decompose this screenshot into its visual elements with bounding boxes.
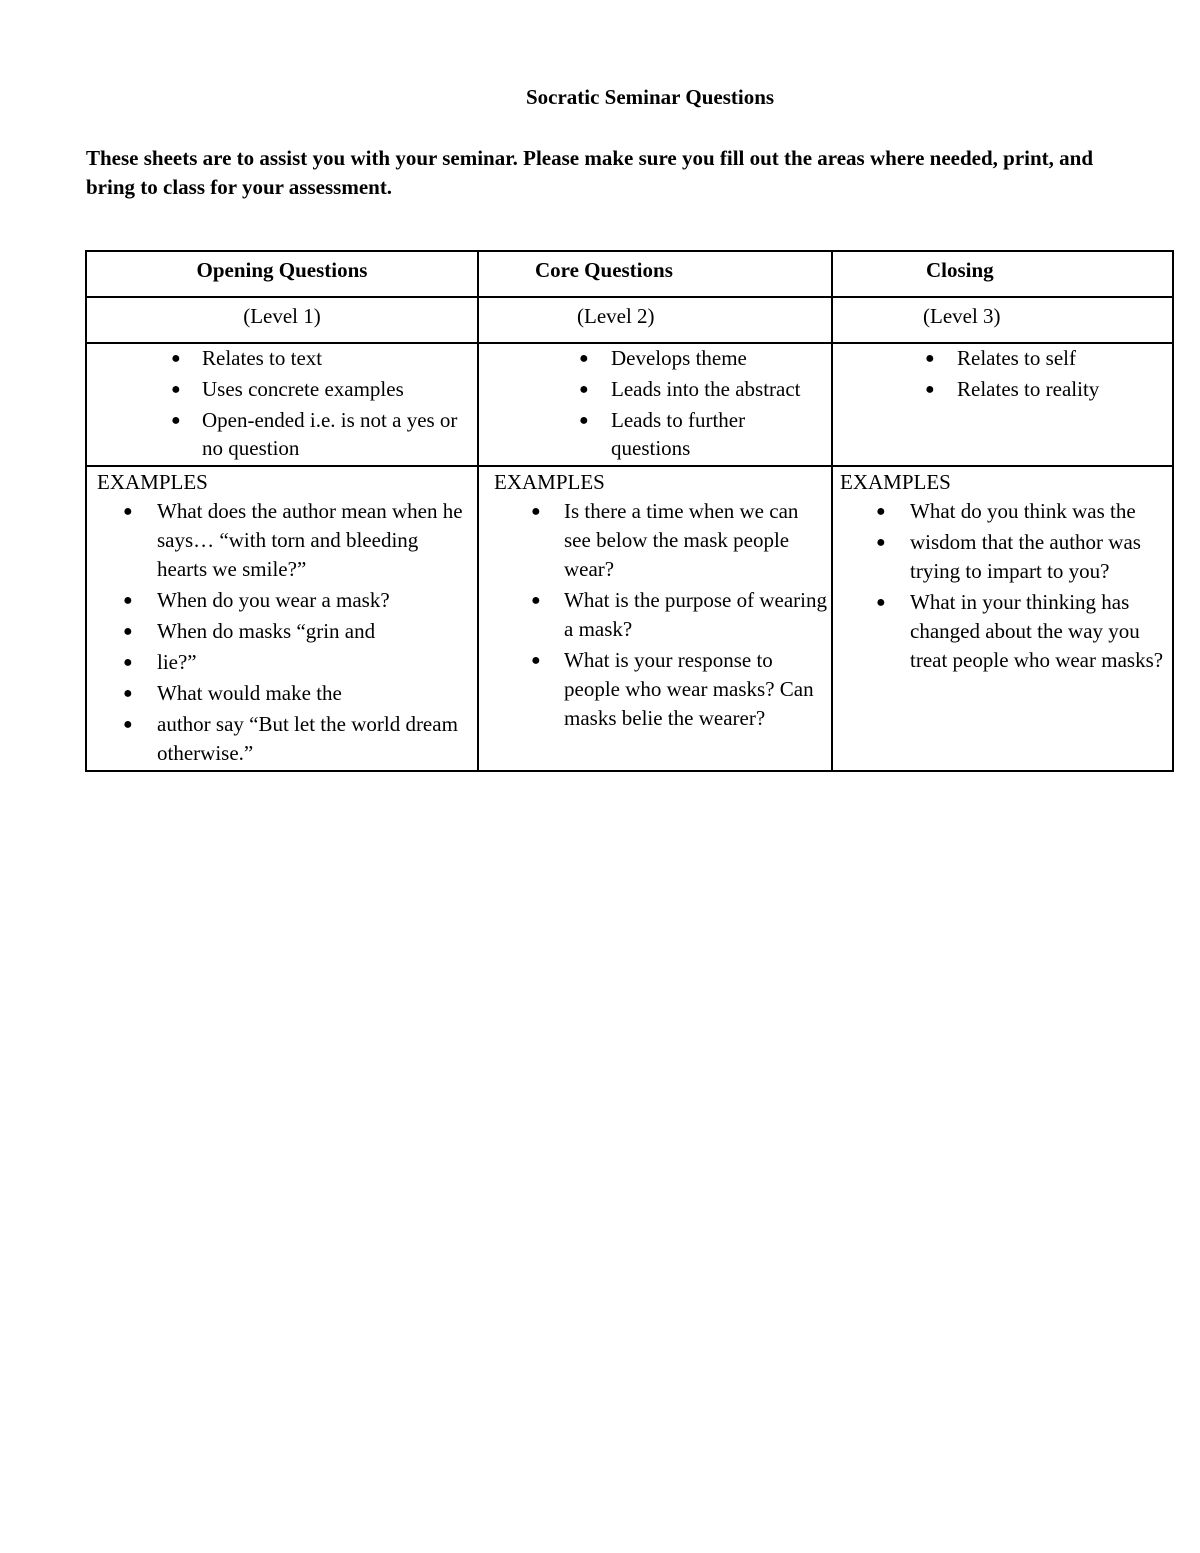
bullet-icon: ● xyxy=(171,350,181,367)
list-item-text: Uses concrete examples xyxy=(202,377,404,401)
bullet-icon: ● xyxy=(123,623,133,640)
level-label-3: (Level 3) xyxy=(832,297,1173,343)
list-item-text: When do you wear a mask? xyxy=(157,588,390,612)
list-item-text: Leads into the abstract xyxy=(611,377,801,401)
criteria-list xyxy=(833,344,1172,403)
table-header-row xyxy=(86,251,1173,297)
list-item-text: What is your response to people who wear masks? Can masks belie the wearer? xyxy=(564,648,814,730)
examples-list xyxy=(87,497,477,768)
list-item xyxy=(87,679,477,708)
list-item xyxy=(479,406,831,462)
examples-label: EXAMPLES xyxy=(97,470,208,494)
bullet-icon: ● xyxy=(531,652,541,669)
examples-list xyxy=(833,497,1172,675)
table-level-row xyxy=(86,297,1173,343)
list-item xyxy=(833,344,1172,372)
table-examples-row xyxy=(86,466,1173,771)
level-label-2: (Level 2) xyxy=(478,297,832,343)
list-item-text: What is the purpose of wearing a mask? xyxy=(564,588,828,641)
list-item-text: What does the author mean when he says… “with torn and bleeding hearts we smile?” xyxy=(157,499,463,581)
list-item-text: Relates to text xyxy=(202,346,323,370)
list-item xyxy=(833,375,1172,403)
bullet-icon: ● xyxy=(123,716,133,733)
examples-cell-closing xyxy=(832,466,1173,771)
criteria-list xyxy=(479,344,831,462)
list-item xyxy=(479,344,831,372)
list-item xyxy=(87,648,477,677)
list-item-text: Develops theme xyxy=(611,346,747,370)
list-item xyxy=(87,586,477,615)
bullet-icon: ● xyxy=(123,654,133,671)
list-item xyxy=(87,406,477,462)
list-item xyxy=(833,528,1172,586)
bullet-icon: ● xyxy=(876,534,886,551)
list-item-text: Relates to self xyxy=(957,346,1076,370)
list-item xyxy=(479,375,831,403)
list-item xyxy=(87,710,477,768)
bullet-icon: ● xyxy=(123,592,133,609)
list-item xyxy=(87,497,477,584)
list-item xyxy=(479,497,831,584)
list-item xyxy=(833,497,1172,526)
bullet-icon: ● xyxy=(123,685,133,702)
list-item-text: What do you think was the xyxy=(910,499,1136,523)
criteria-list xyxy=(87,344,477,462)
list-item xyxy=(87,344,477,372)
bullet-icon: ● xyxy=(531,503,541,520)
bullet-icon: ● xyxy=(579,412,589,429)
list-item-text: Open-ended i.e. is not a yes or no question xyxy=(202,408,458,460)
examples-cell-opening xyxy=(86,466,478,771)
bullet-icon: ● xyxy=(171,412,181,429)
column-heading-closing: Closing xyxy=(832,251,1173,297)
list-item xyxy=(87,617,477,646)
column-heading-opening: Opening Questions xyxy=(86,251,478,297)
page-title: Socratic Seminar Questions xyxy=(525,85,775,109)
bullet-icon: ● xyxy=(925,381,935,398)
list-item-text: Is there a time when we can see below the mask people wear? xyxy=(564,499,799,581)
examples-label: EXAMPLES xyxy=(494,470,605,494)
question-levels-table xyxy=(85,250,1174,772)
list-item xyxy=(87,375,477,403)
bullet-icon: ● xyxy=(876,594,886,611)
examples-label: EXAMPLES xyxy=(840,470,951,494)
table-criteria-row xyxy=(86,343,1173,466)
list-item-text: When do masks “grin and xyxy=(157,619,376,643)
instructions-paragraph: These sheets are to assist you with your seminar. Please make sure you fill out the areas where needed, print, and bring to class for your assessment. xyxy=(86,146,1094,199)
criteria-cell-opening xyxy=(86,343,478,466)
bullet-icon: ● xyxy=(579,350,589,367)
list-item xyxy=(479,646,831,733)
bullet-icon: ● xyxy=(171,381,181,398)
bullet-icon: ● xyxy=(579,381,589,398)
list-item-text: What in your thinking has changed about the way you treat people who wear masks? xyxy=(910,590,1164,672)
list-item-text: lie?” xyxy=(157,650,197,674)
level-label-1: (Level 1) xyxy=(86,297,478,343)
list-item-text: author say “But let the world dream otherwise.” xyxy=(157,712,458,765)
examples-cell-core xyxy=(478,466,832,771)
list-item-text: Relates to reality xyxy=(957,377,1100,401)
bullet-icon: ● xyxy=(123,503,133,520)
criteria-cell-core xyxy=(478,343,832,466)
column-heading-core: Core Questions xyxy=(478,251,832,297)
examples-list xyxy=(479,497,831,733)
bullet-icon: ● xyxy=(925,350,935,367)
list-item xyxy=(479,586,831,644)
list-item-text: What would make the xyxy=(157,681,342,705)
criteria-cell-closing xyxy=(832,343,1173,466)
list-item-text: wisdom that the author was trying to impart to you? xyxy=(910,530,1141,583)
bullet-icon: ● xyxy=(876,503,886,520)
list-item-text: Leads to further questions xyxy=(611,408,746,460)
bullet-icon: ● xyxy=(531,592,541,609)
list-item xyxy=(833,588,1172,675)
